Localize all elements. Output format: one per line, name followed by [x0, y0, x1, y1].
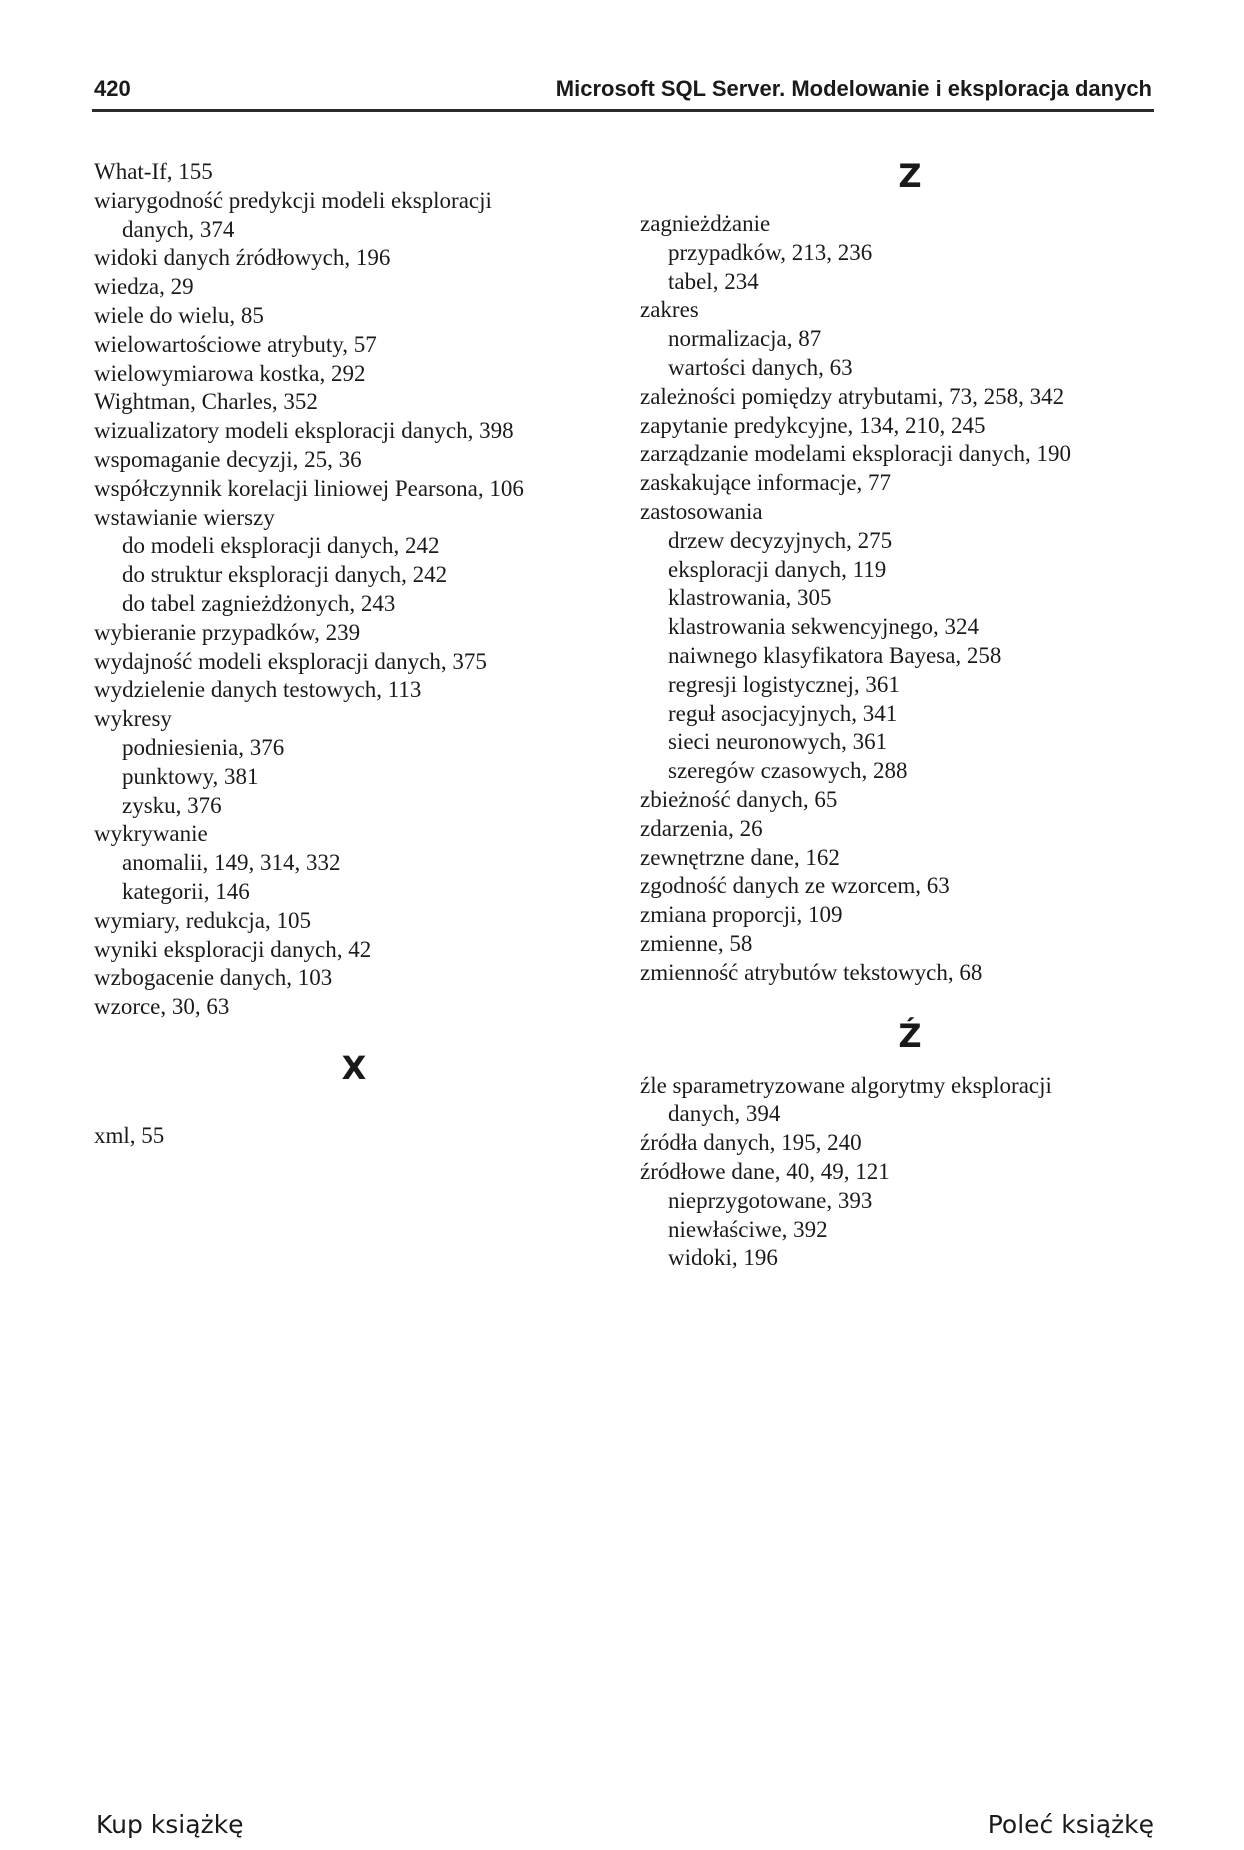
index-entry: zakres [640, 297, 699, 323]
index-entry: źródła danych, 195, 240 [640, 1130, 862, 1156]
index-entry: danych, 374 [122, 216, 235, 242]
index-entry: naiwnego klasyfikatora Bayesa, 258 [668, 642, 1002, 668]
index-entry: wartości danych, 63 [668, 354, 853, 380]
index-section-z [640, 210, 1180, 988]
index-entry: wzbogacenie danych, 103 [94, 965, 333, 991]
page-number: 420 [94, 76, 131, 101]
index-section-x [94, 1122, 614, 1151]
index-entry: zapytanie predykcyjne, 134, 210, 245 [640, 412, 986, 438]
index-entry: do tabel zagnieżdżonych, 243 [122, 590, 396, 616]
index-entry: źle sparametryzowane algorytmy eksploracji [640, 1072, 1052, 1098]
index-entry: wiele do wielu, 85 [94, 302, 264, 328]
index-entry: przypadków, 213, 236 [668, 239, 873, 265]
index-entry: wiedza, 29 [94, 274, 194, 300]
index-entry: do modeli eksploracji danych, 242 [122, 533, 440, 559]
index-entry: zaskakujące informacje, 77 [640, 470, 891, 496]
index-entry: widoki danych źródłowych, 196 [94, 245, 391, 271]
index-section-w [94, 158, 614, 1022]
index-entry: niewłaściwe, 392 [668, 1216, 828, 1242]
index-entry: źródłowe dane, 40, 49, 121 [640, 1158, 890, 1184]
index-entry: wyniki eksploracji danych, 42 [94, 936, 372, 962]
index-column-right [640, 158, 1180, 1273]
index-entry: regresji logistycznej, 361 [668, 671, 900, 697]
index-entry: wymiary, redukcja, 105 [94, 907, 311, 933]
index-entry: xml, 55 [94, 1122, 165, 1148]
index-entry: zmienność atrybutów tekstowych, 68 [640, 959, 983, 985]
index-entry: wykresy [94, 706, 172, 732]
index-entry: do struktur eksploracji danych, 242 [122, 562, 448, 588]
index-entry: wybieranie przypadków, 239 [94, 619, 361, 645]
index-entry: nieprzygotowane, 393 [668, 1187, 873, 1213]
index-column-left [94, 158, 614, 1151]
index-entry: klastrowania, 305 [668, 585, 832, 611]
index-entry: zmiana proporcji, 109 [640, 902, 843, 928]
index-entry: drzew decyzyjnych, 275 [668, 527, 893, 553]
index-entry: szeregów czasowych, 288 [668, 758, 908, 784]
index-entry: współczynnik korelacji liniowej Pearsona, 106 [94, 475, 524, 501]
index-entry: wykrywanie [94, 821, 208, 847]
index-section-z-acute [640, 1072, 1180, 1274]
running-title: Microsoft SQL Server. Modelowanie i eksploracja danych [555, 76, 1152, 101]
index-entry: reguł asocjacyjnych, 341 [668, 700, 898, 726]
index-entry: zależności pomiędzy atrybutami, 73, 258, 342 [640, 383, 1065, 409]
index-entry: danych, 394 [668, 1101, 781, 1127]
index-entry: kategorii, 146 [122, 878, 250, 904]
index-entry: wizualizatory modeli eksploracji danych, 398 [94, 418, 514, 444]
index-entry: Wightman, Charles, 352 [94, 389, 318, 415]
index-entry: eksploracji danych, 119 [668, 556, 887, 582]
section-letter-z-acute: Ź [898, 1016, 922, 1055]
index-entry: klastrowania sekwencyjnego, 324 [668, 614, 980, 640]
index-entry: wydajność modeli eksploracji danych, 375 [94, 648, 487, 674]
index-entry: zastosowania [640, 498, 763, 524]
index-entry: zarządzanie modelami eksploracji danych, 190 [640, 441, 1072, 467]
index-entry: zgodność danych ze wzorcem, 63 [640, 873, 950, 899]
index-entry: zagnieżdżanie [640, 211, 771, 236]
section-letter-x: X [341, 1048, 367, 1087]
index-entry: zmienne, 58 [640, 930, 753, 956]
index-entry: What-If, 155 [94, 159, 213, 184]
index-entry: zbieżność danych, 65 [640, 786, 838, 812]
index-entry: zdarzenia, 26 [640, 815, 763, 841]
index-entry: wielowymiarowa kostka, 292 [94, 360, 366, 386]
index-entry: normalizacja, 87 [668, 326, 822, 352]
index-entry: podniesienia, 376 [122, 734, 285, 760]
index-entry: anomalii, 149, 314, 332 [122, 850, 341, 876]
index-entry: wiarygodność predykcji modeli eksploracji [94, 187, 492, 213]
page-header [92, 72, 1154, 112]
index-entry: sieci neuronowych, 361 [668, 729, 888, 755]
buy-book-link[interactable]: Kup książkę [96, 1810, 244, 1839]
index-entry: wydzielenie danych testowych, 113 [94, 677, 422, 703]
index-entry: tabel, 234 [668, 268, 759, 294]
recommend-book-link[interactable]: Poleć książkę [987, 1810, 1154, 1839]
index-entry: widoki, 196 [668, 1245, 778, 1271]
index-entry: wstawianie wierszy [94, 504, 275, 530]
index-entry: zewnętrzne dane, 162 [640, 844, 840, 870]
index-entry: zysku, 376 [122, 792, 222, 818]
index-entry: wzorce, 30, 63 [94, 994, 230, 1020]
section-letter-z: Z [898, 157, 922, 195]
index-entry: punktowy, 381 [122, 763, 259, 789]
index-entry: wielowartościowe atrybuty, 57 [94, 331, 377, 357]
index-entry: wspomaganie decyzji, 25, 36 [94, 446, 362, 472]
